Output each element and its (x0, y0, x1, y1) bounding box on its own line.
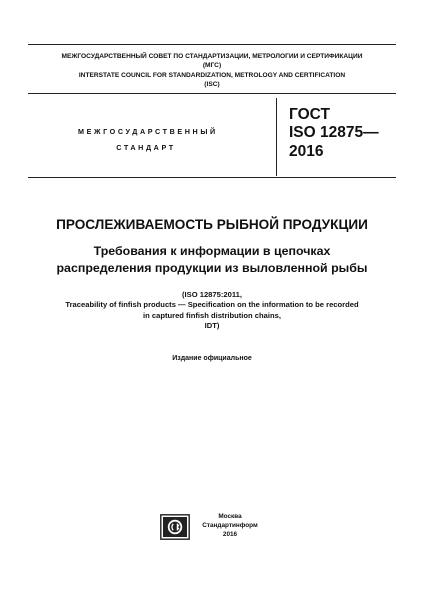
edition-note: Издание официальное (172, 355, 252, 362)
gost-label: ГОСТ (289, 106, 330, 123)
gost-bottom-rule (28, 177, 396, 178)
publisher-block (195, 513, 265, 539)
subtitle-line1: Требования к информации в цепочках (93, 244, 331, 258)
standard-label-line1: МЕЖГОСУДАРСТВЕННЫЙ (78, 127, 218, 136)
gost-year: 2016 (289, 143, 324, 160)
standartinform-logo-icon (160, 514, 190, 540)
publisher-city: Москва (218, 513, 242, 520)
gost-number: ISO 12875— (289, 124, 379, 141)
standard-label-line2: СТАНДАРТ (116, 143, 176, 152)
iso-reference-line3: in captured finfish distribution chains, (143, 310, 281, 320)
gost-divider (276, 98, 277, 176)
publisher-year: 2016 (222, 530, 238, 538)
top-rule (28, 44, 396, 45)
council-ru-name: МЕЖГОСУДАРСТВЕННЫЙ СОВЕТ ПО СТАНДАРТИЗАЦИИ, МЕТРОЛОГИИ И СЕРТИФИКАЦИИ (61, 53, 363, 60)
iso-reference-line1: (ISO 12875:2011, (182, 290, 242, 299)
publisher-name: Стандартинформ (202, 521, 258, 529)
council-ru (30, 52, 394, 71)
council-ru-abbr: (МГС) (202, 62, 222, 70)
subtitle-line2: распределения продукции из выловленной рыбы (56, 261, 368, 275)
iso-reference-line4: IDT) (204, 321, 220, 331)
document-title: ПРОСЛЕЖИВАЕМОСТЬ РЫБНОЙ ПРОДУКЦИИ (56, 217, 368, 232)
council-en-abbr: (ISC) (204, 81, 220, 89)
header-bottom-rule (28, 93, 396, 94)
council-en (30, 71, 394, 90)
iso-reference-line2: Traceability of finfish products — Specification on the information to be recorded (65, 300, 359, 310)
iso-reference (20, 290, 404, 332)
council-en-name: INTERSTATE COUNCIL FOR STANDARDIZATION, METROLOGY AND CERTIFICATION (78, 72, 346, 79)
standard-label (78, 124, 218, 156)
document-subtitle (30, 243, 394, 277)
